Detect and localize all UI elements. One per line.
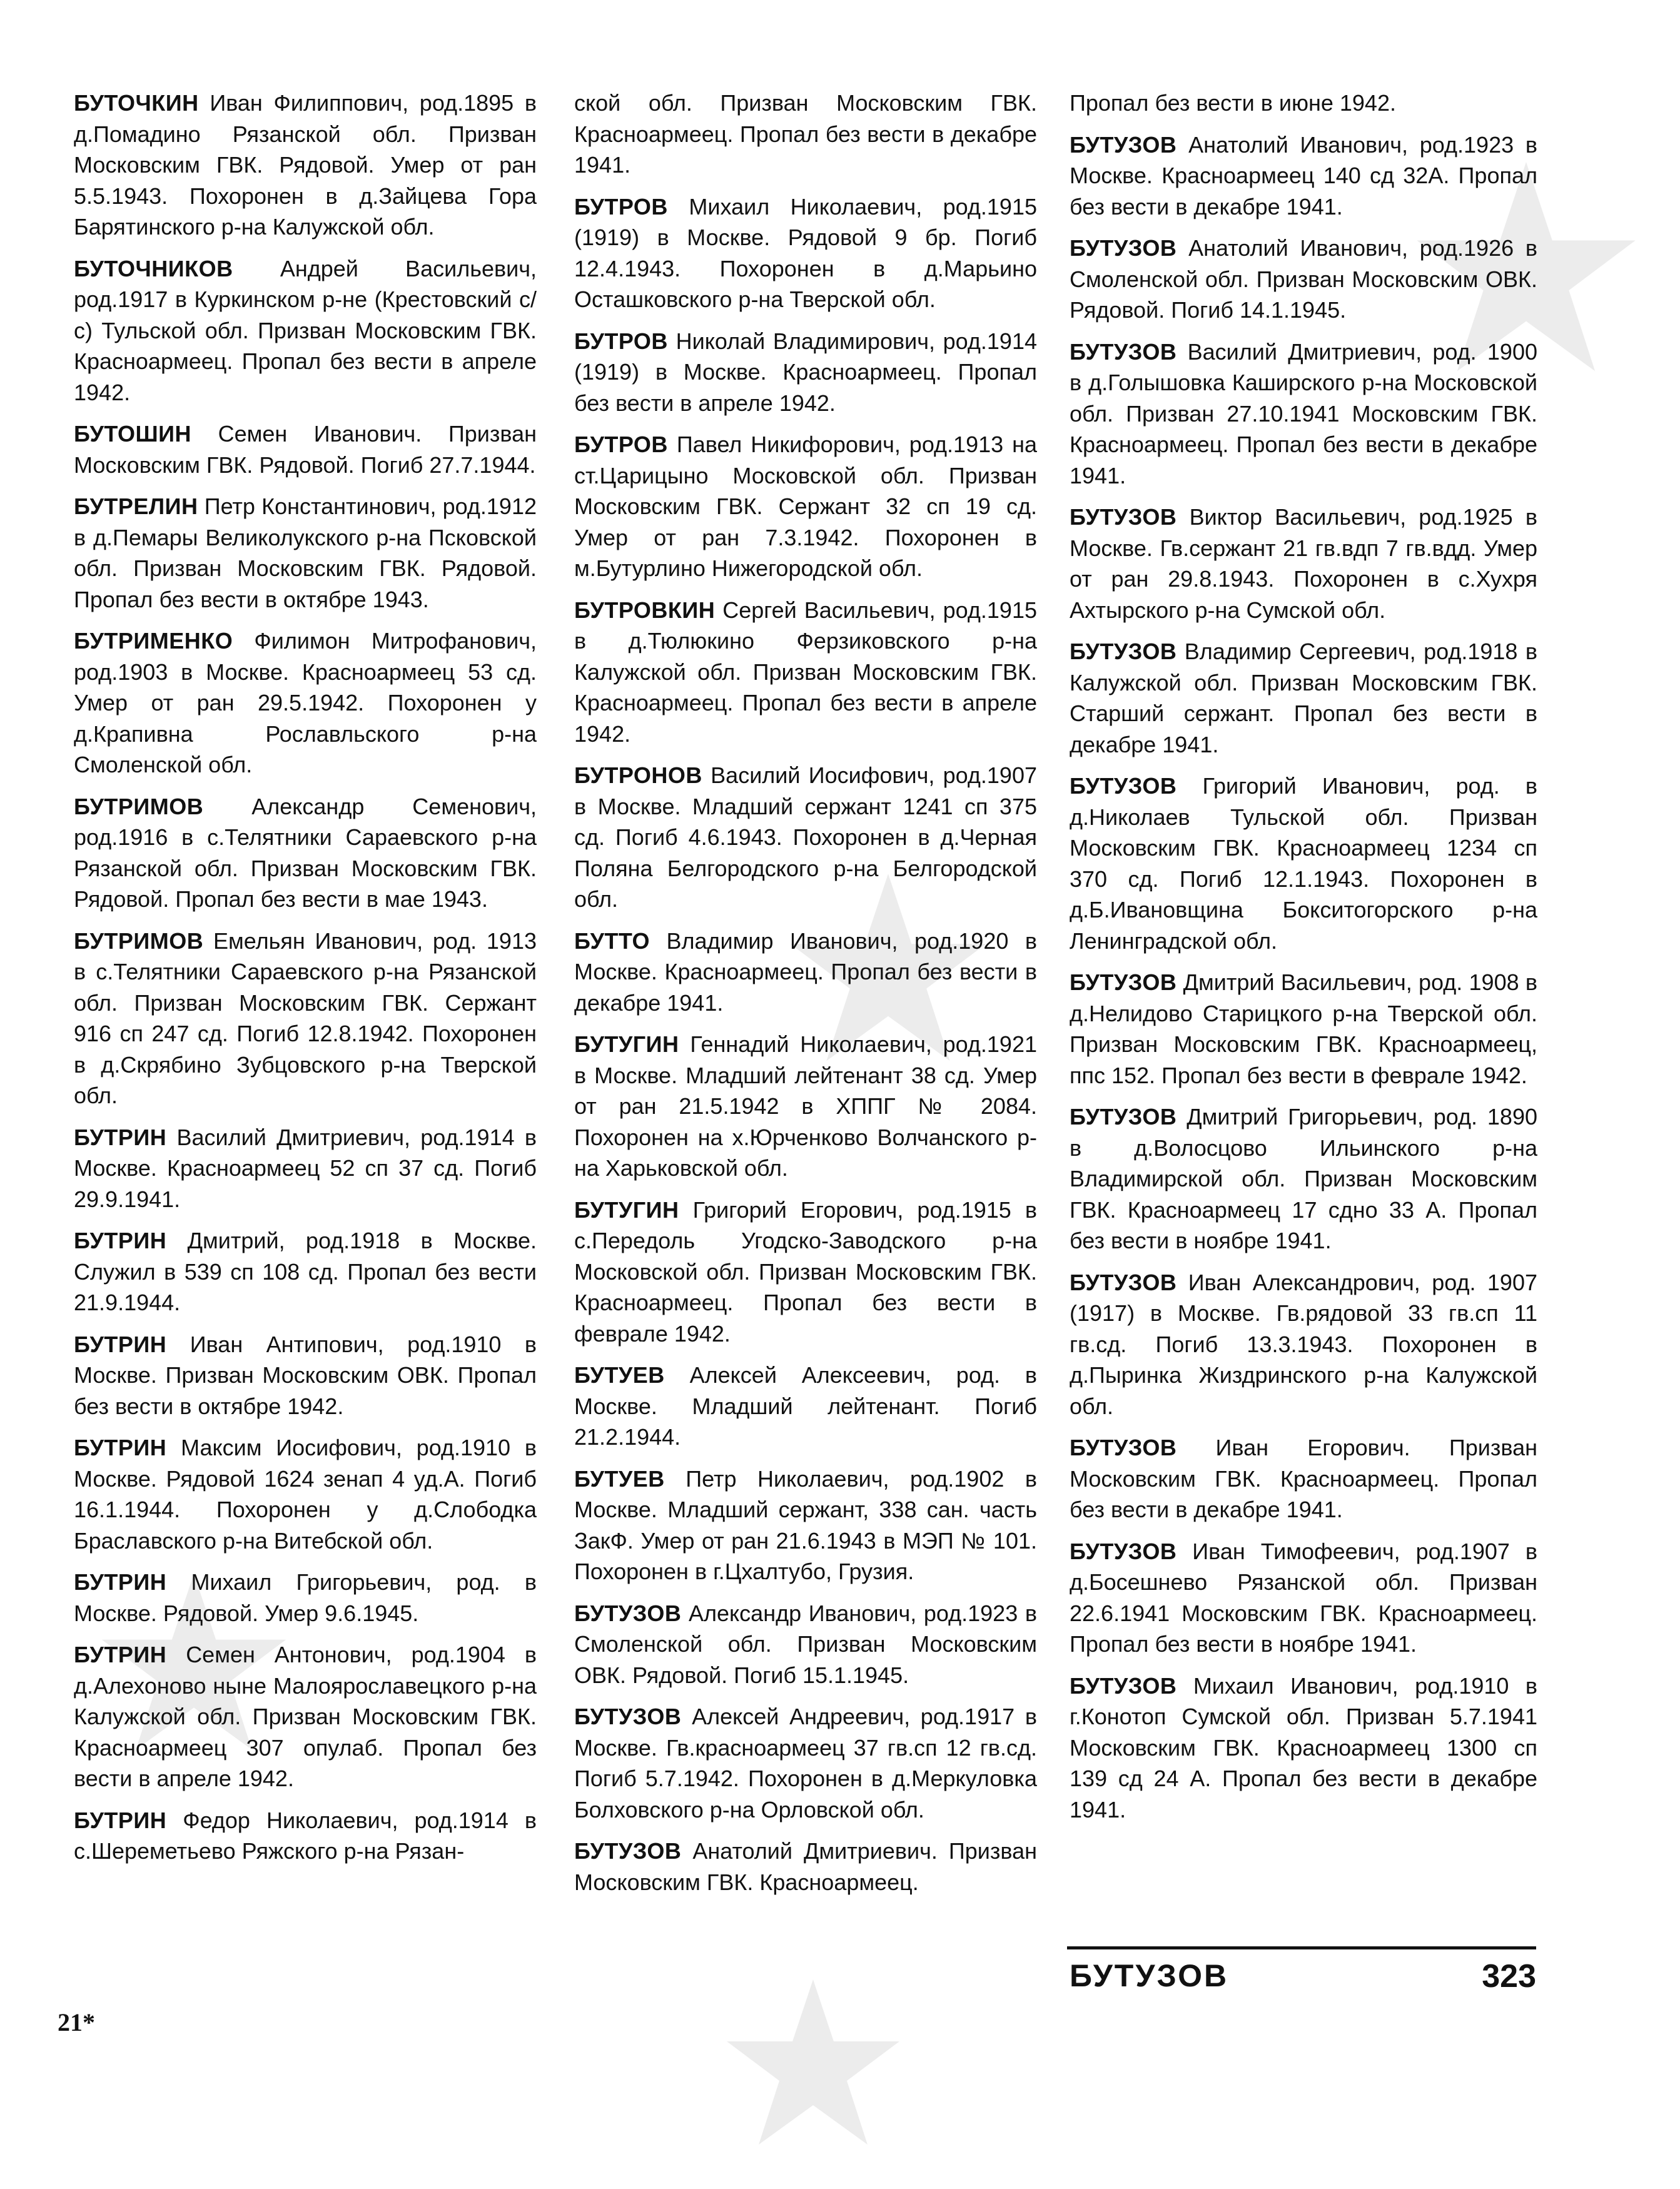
entry-text: Владимир Сергеевич, род.1918 в Калужской обл. Призван Московским ГВК. Старший сержант. Пропал без вести в декабре 1941. bbox=[1070, 639, 1537, 757]
biography-entry bbox=[574, 1029, 1037, 1184]
biography-entry bbox=[574, 429, 1037, 584]
surname: БУТРИМОВ bbox=[74, 928, 204, 954]
biography-entry bbox=[574, 326, 1037, 419]
surname: БУТУЗОВ bbox=[1070, 504, 1177, 530]
biography-entry bbox=[74, 491, 537, 615]
entry-text: Владимир Иванович, род.1920 в Москве. Красноармеец. Пропал без вести в декабре 1941. bbox=[574, 928, 1037, 1016]
biography-entry bbox=[1070, 1432, 1537, 1525]
biography-entry bbox=[1070, 1536, 1537, 1660]
surname: БУТУЗОВ bbox=[1070, 639, 1177, 664]
footer-rule bbox=[1067, 1946, 1536, 1949]
surname: БУТОЧНИКОВ bbox=[74, 255, 233, 281]
biography-entry bbox=[1070, 336, 1537, 492]
surname: БУТУЕВ bbox=[574, 1465, 665, 1492]
text-column-2 bbox=[574, 88, 1037, 1908]
surname: БУТРИМЕНКО bbox=[74, 628, 233, 654]
biography-entry bbox=[74, 1122, 537, 1215]
surname: БУТРОВ bbox=[574, 328, 668, 354]
surname: БУТУЗОВ bbox=[1070, 773, 1177, 799]
surname: БУТУЗОВ bbox=[1070, 1269, 1177, 1295]
page-number: 323 bbox=[1482, 1958, 1536, 1994]
biography-entry bbox=[1070, 1671, 1537, 1826]
biography-entry bbox=[1070, 771, 1537, 956]
surname: БУТРИН bbox=[74, 1642, 167, 1667]
biography-entry bbox=[574, 760, 1037, 915]
entry-text: Семен Иванович. Призван Московским ГВК. Рядовой. Погиб 27.7.1944. bbox=[74, 421, 537, 478]
printer-signature: 21* bbox=[58, 2008, 95, 2036]
entry-text: Емельян Иванович, род. 1913 в с.Телятники Сараевского р-на Рязанской обл. Призван Московским ГВК. Сержант 916 сп 247 сд. Погиб 12.8.1942. Похоронен в д.Скрябино Зубцовского р-на Тверской обл. bbox=[74, 928, 537, 1108]
biography-entry bbox=[74, 926, 537, 1111]
biography-entry bbox=[574, 1360, 1037, 1453]
biography-entry bbox=[74, 625, 537, 781]
entry-text: Анатолий Иванович, род.1926 в Смоленской обл. Призван Московским ОВК. Рядовой. Погиб 14.1.1945. bbox=[1070, 235, 1537, 323]
surname: БУТУЗОВ bbox=[1070, 131, 1177, 158]
biography-entry bbox=[574, 88, 1037, 181]
star-watermark-icon bbox=[719, 1970, 907, 2158]
entry-text: ской обл. Призван Московским ГВК. Красноармеец. Пропал без вести в декабре 1941. bbox=[574, 90, 1037, 178]
biography-entry bbox=[1070, 967, 1537, 1091]
entry-text: Сергей Васильевич, род.1915 в д.Тюлюкино Ферзиковского р-на Калужской обл. Призван Московским ГВК. Красноармеец. Пропал без вести в апреле 1942. bbox=[574, 597, 1037, 747]
entry-text: Василий Иосифович, род.1907 в Москве. Младший сержант 1241 сп 375 сд. Погиб 4.6.1943. Похоронен в д.Черная Поляна Белгородского р-на Белгородской обл. bbox=[574, 762, 1037, 912]
biography-entry bbox=[1070, 636, 1537, 760]
biography-entry bbox=[1070, 1101, 1537, 1256]
surname: БУТУЗОВ bbox=[1070, 338, 1177, 365]
surname: БУТУЗОВ bbox=[574, 1600, 682, 1626]
biography-entry bbox=[1070, 88, 1537, 119]
biography-entry bbox=[74, 418, 537, 480]
biography-entry bbox=[74, 1432, 537, 1556]
entry-text: Иван Тимофеевич, род.1907 в д.Босешнево Рязанской обл. Призван 22.6.1941 Московским ГВК. Красноармеец. Пропал без вести в ноябре 1941. bbox=[1070, 1538, 1537, 1657]
entry-text: Иван Филиппович, род.1895 в д.Помадино Рязанской обл. Призван Московским ГВК. Рядовой. Умер от ран 5.5.1943. Похоронен в д.Зайцева Гора Барятинского р-на Калужской обл. bbox=[74, 90, 537, 240]
surname: БУТУЗОВ bbox=[1070, 1435, 1177, 1460]
surname: БУТУЗОВ bbox=[1070, 1672, 1177, 1699]
entry-text: Филимон Митрофанович, род.1903 в Москве. Красноармеец 53 сд. Умер от ран 29.5.1942. Похоронен у д.Крапивна Рославльского р-на Смоленской обл. bbox=[74, 628, 537, 777]
surname: БУТУЗОВ bbox=[574, 1838, 682, 1864]
biography-entry bbox=[574, 1195, 1037, 1350]
surname: БУТУГИН bbox=[574, 1031, 679, 1057]
surname: БУТУЕВ bbox=[574, 1362, 665, 1388]
surname: БУТРИН bbox=[74, 1228, 167, 1253]
biography-entry bbox=[574, 1701, 1037, 1825]
biography-entry bbox=[1070, 129, 1537, 223]
entry-text: Михаил Николаевич, род.1915 (1919) в Москве. Рядовой 9 бр. Погиб 12.4.1943. Похоронен в д.Марьино Осташковского р-на Тверской обл. bbox=[574, 193, 1037, 312]
entry-text: Федор Николаевич, род.1914 в с.Шереметьево Ряжского р-на Рязан- bbox=[74, 1807, 537, 1864]
biography-entry bbox=[74, 1639, 537, 1794]
surname: БУТРИН bbox=[74, 1124, 167, 1150]
text-column-3 bbox=[1070, 88, 1537, 1836]
entry-text: Василий Дмитриевич, род.1914 в Москве. Красноармеец 52 сп 37 сд. Погиб 29.9.1941. bbox=[74, 1124, 537, 1212]
biography-entry bbox=[74, 791, 537, 915]
surname: БУТРОНОВ bbox=[574, 762, 702, 788]
surname: БУТРИН bbox=[74, 1569, 167, 1595]
biography-entry bbox=[574, 595, 1037, 750]
entry-text: Александр Иванович, род.1923 в Смоленской обл. Призван Московским ОВК. Рядовой. Погиб 15.1.1945. bbox=[574, 1600, 1037, 1688]
entry-text: Геннадий Николаевич, род.1921 в Москве. Младший лейтенант 38 сд. Умер от ран 21.5.1942 в ХППГ № 2084. Похоронен на х.Юрченково Волчанского р-на Харьковской обл. bbox=[574, 1031, 1037, 1181]
entry-text: Михаил Григорьевич, род. в Москве. Рядовой. Умер 9.6.1945. bbox=[74, 1569, 537, 1626]
biography-entry bbox=[74, 1329, 537, 1422]
surname: БУТРИН bbox=[74, 1331, 167, 1357]
entry-text: Павел Никифорович, род.1913 на ст.Царицыно Московской обл. Призван Московским ГВК. Сержант 32 сп 19 сд. Умер от ран 7.3.1942. Похоронен в м.Бутурлино Нижегородской обл. bbox=[574, 432, 1037, 581]
biography-entry bbox=[1070, 1267, 1537, 1422]
entry-text: Петр Константинович, род.1912 в д.Пемары Великолукского р-на Псковской обл. Призван Московским ГВК. Рядовой. Пропал без вести в октябре 1943. bbox=[74, 493, 537, 612]
surname: БУТОШИН bbox=[74, 421, 192, 447]
surname: БУТРЕЛИН bbox=[74, 493, 198, 519]
biography-entry bbox=[74, 88, 537, 243]
surname: БУТТО bbox=[574, 928, 650, 954]
surname: БУТУЗОВ bbox=[1070, 969, 1177, 995]
biography-entry bbox=[1070, 233, 1537, 326]
surname: БУТРОВКИН bbox=[574, 597, 716, 623]
entry-text: Анатолий Иванович, род.1923 в Москве. Красноармеец 140 сд 32А. Пропал без вести в декабре 1941. bbox=[1070, 131, 1537, 220]
entry-text: Дмитрий, род.1918 в Москве. Служил в 539 сп 108 сд. Пропал без вести 21.9.1944. bbox=[74, 1228, 537, 1315]
entry-text: Григорий Иванович, род. в д.Николаев Тульской обл. Призван Московским ГВК. Красноармеец 1234 сп 370 сд. Погиб 12.1.1943. Похоронен в д.Б.Ивановщина Бокситогорского р-на Ленинградской обл. bbox=[1070, 773, 1537, 954]
entry-text: Михаил Иванович, род.1910 в г.Конотоп Сумской обл. Призван 5.7.1941 Московским ГВК. Красноармеец 1300 сп 139 сд 24 А. Пропал без вести в декабре 1941. bbox=[1070, 1672, 1537, 1822]
surname: БУТОЧКИН bbox=[74, 90, 199, 116]
biography-entry bbox=[1070, 502, 1537, 625]
entry-text: Виктор Васильевич, род.1925 в Москве. Гв.сержант 21 гв.вдп 7 гв.вдд. Умер от ран 29.8.1943. Похоронен в с.Хухря Ахтырского р-на Сумской обл. bbox=[1070, 504, 1537, 623]
entry-text: Григорий Егорович, род.1915 в с.Передоль Угодско-Заводского р-на Московской обл. Призван Московским ГВК. Красноармеец. Пропал без вести в феврале 1942. bbox=[574, 1196, 1037, 1347]
surname: БУТУГИН bbox=[574, 1196, 679, 1223]
entry-text: Петр Николаевич, род.1902 в Москве. Младший сержант, 338 сан. часть ЗакФ. Умер от ран 21.6.1943 в МЭП № 101. Похоронен в г.Цхалтубо, Грузия. bbox=[574, 1465, 1037, 1584]
entry-text: Иван Александрович, род. 1907 (1917) в Москве. Гв.рядовой 33 гв.сп 11 гв.сд. Погиб 13.3.1943. Похоронен в д.Пыринка Жиздринского р-на Калужской обл. bbox=[1070, 1269, 1537, 1419]
surname: БУТУЗОВ bbox=[1070, 1104, 1177, 1130]
surname: БУТРИН bbox=[74, 1807, 167, 1833]
biography-entry bbox=[574, 926, 1037, 1019]
entry-text: Иван Антипович, род.1910 в Москве. Призван Московским ОВК. Пропал без вести в октябре 1942. bbox=[74, 1331, 537, 1419]
entry-text: Максим Иосифович, род.1910 в Москве. Рядовой 1624 зенап 4 уд.А. Погиб 16.1.1944. Похоронен у д.Слободка Браславского р-на Витебской обл. bbox=[74, 1435, 537, 1554]
entry-text: Василий Дмитриевич, род. 1900 в д.Голышовка Каширского р-на Московской обл. Призван 27.10.1941 Московским ГВК. Красноармеец. Пропал без вести в декабре 1941. bbox=[1070, 338, 1537, 488]
entry-text: Иван Егорович. Призван Московским ГВК. Красноармеец. Пропал без вести в декабре 1941. bbox=[1070, 1435, 1537, 1522]
biography-entry bbox=[574, 191, 1037, 315]
running-head: БУТУЗОВ bbox=[1070, 1958, 1229, 1993]
entry-text: Николай Владимирович, род.1914 (1919) в Москве. Красноармеец. Пропал без вести в апреле 1942. bbox=[574, 328, 1037, 416]
entry-text: Пропал без вести в июне 1942. bbox=[1070, 90, 1396, 116]
surname: БУТУЗОВ bbox=[1070, 235, 1177, 261]
entry-text: Дмитрий Григорьевич, род. 1890 в д.Волосцово Ильинского р-на Владимирской обл. Призван Московским ГВК. Красноармеец 17 сдно 33 А. Пропал без вести в ноябре 1941. bbox=[1070, 1104, 1537, 1253]
entry-text: Алексей Андреевич, род.1917 в Москве. Гв.красноармеец 37 гв.сп 12 гв.сд. Погиб 5.7.1942. Похоронен в д.Меркуловка Болховского р-на Орловской обл. bbox=[574, 1704, 1037, 1822]
surname: БУТРОВ bbox=[574, 432, 668, 457]
surname: БУТРИН bbox=[74, 1435, 167, 1460]
entry-text: Александр Семенович, род.1916 в с.Телятники Сараевского р-на Рязанской обл. Призван Московским ГВК. Рядовой. Пропал без вести в мае 1943. bbox=[74, 793, 537, 912]
surname: БУТУЗОВ bbox=[1070, 1538, 1177, 1564]
surname: БУТУЗОВ bbox=[574, 1704, 682, 1729]
biography-entry bbox=[74, 253, 537, 408]
entry-text: Андрей Васильевич, род.1917 в Куркинском р-не (Крестовский с/с) Тульской обл. Призван Московским ГВК. Красноармеец. Пропал без вести в апреле 1942. bbox=[74, 255, 537, 405]
biography-entry bbox=[574, 1598, 1037, 1691]
text-column-1 bbox=[74, 88, 537, 1878]
biography-entry bbox=[74, 1567, 537, 1629]
biography-entry bbox=[574, 1464, 1037, 1587]
biography-entry bbox=[574, 1836, 1037, 1898]
surname: БУТРОВ bbox=[574, 193, 668, 220]
entry-text: Анатолий Дмитриевич. Призван Московским ГВК. Красноармеец. bbox=[574, 1838, 1037, 1895]
entry-text: Алексей Алексеевич, род. в Москве. Младший лейтенант. Погиб 21.2.1944. bbox=[574, 1362, 1037, 1450]
biography-entry bbox=[74, 1805, 537, 1867]
surname: БУТРИМОВ bbox=[74, 793, 204, 819]
entry-text: Семен Антонович, род.1904 в д.Алехоново ныне Малоярославецкого р-на Калужской обл. Призван Московским ГВК. Красноармеец 307 опулаб. Пропал без вести в апреле 1942. bbox=[74, 1642, 537, 1791]
biography-entry bbox=[74, 1225, 537, 1318]
entry-text: Дмитрий Васильевич, род. 1908 в д.Нелидово Старицкого р-на Тверской обл. Призван Московским ГВК. Красноармеец, ппс 152. Пропал без вести в феврале 1942. bbox=[1070, 969, 1537, 1088]
